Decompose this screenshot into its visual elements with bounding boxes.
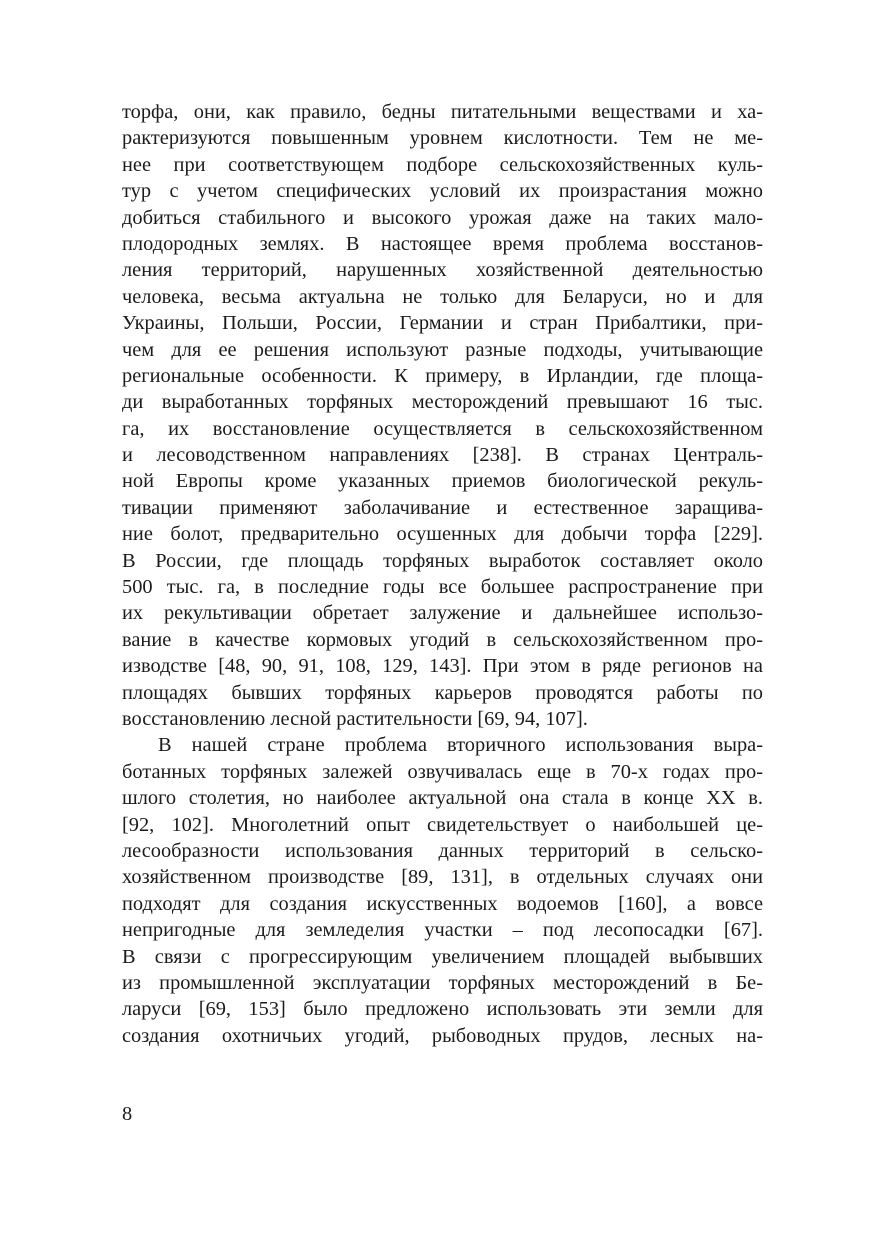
text-line: рактеризуются повышенным уровнем кислотности. Тем не ме- <box>122 127 763 150</box>
text-line: В связи с прогрессирующим увеличением площадей выбывших <box>122 945 763 968</box>
paragraph-1 <box>122 99 763 732</box>
text-line: добиться стабильного и высокого урожая даже на таких мало- <box>122 206 763 229</box>
text-line: из промышленной эксплуатации торфяных месторождений в Бе- <box>122 971 763 994</box>
text-line: лесообразности использования данных территорий в сельско- <box>122 839 763 862</box>
text-line: чем для ее решения используют разные подходы, учитывающие <box>122 338 763 361</box>
text-line: В нашей стране проблема вторичного использования выра- <box>158 734 763 757</box>
text-line: ной Европы кроме указанных приемов биологической рекуль- <box>122 470 763 493</box>
text-line: подходят для создания искусственных водоемов [160], а вовсе <box>122 892 763 915</box>
text-line: ления территорий, нарушенных хозяйственной деятельностью <box>122 259 763 282</box>
text-line: торфа, они, как правило, бедны питательными веществами и ха- <box>122 101 763 123</box>
text-line: хозяйственном производстве [89, 131], в отдельных случаях они <box>122 866 763 889</box>
text-line: В России, где площадь торфяных выработок составляет около <box>122 549 763 572</box>
text-line: [92, 102]. Многолетний опыт свидетельствует о наибольшей це- <box>122 813 763 836</box>
text-line: Украины, Польши, России, Германии и стран Прибалтики, при- <box>122 312 763 335</box>
text-line: ларуси [69, 153] было предложено использовать эти земли для <box>122 998 763 1021</box>
text-line: площадях бывших торфяных карьеров проводятся работы по <box>122 681 763 704</box>
text-line: ботанных торфяных залежей озвучивалась еще в 70-х годах про- <box>122 760 763 783</box>
text-line: восстановлению лесной растительности [69, 94, 107]. <box>122 707 588 730</box>
paragraph-2 <box>122 732 763 1049</box>
text-line: создания охотничьих угодий, рыбоводных прудов, лесных на- <box>122 1024 763 1047</box>
text-line: шлого столетия, но наиболее актуальной она стала в конце XX в. <box>122 787 763 810</box>
text-line: тивации применяют заболачивание и естественное заращива- <box>122 496 763 519</box>
text-line: человека, весьма актуальна не только для Беларуси, но и для <box>122 285 763 308</box>
text-line: плодородных землях. В настоящее время проблема восстанов- <box>122 232 763 255</box>
text-line: вание в качестве кормовых угодий в сельскохозяйственном про- <box>122 628 763 651</box>
text-line: 500 тыс. га, в последние годы все большее распространение при <box>122 576 763 599</box>
text-line: ние болот, предварительно осушенных для добычи торфа [229]. <box>122 523 763 546</box>
text-line: непригодные для земледелия участки – под лесопосадки [67]. <box>122 919 763 942</box>
text-line: тур с учетом специфических условий их произрастания можно <box>122 180 763 203</box>
text-line: региональные особенности. К примеру, в Ирландии, где площа- <box>122 364 763 387</box>
text-line: изводстве [48, 90, 91, 108, 129, 143]. При этом в ряде регионов на <box>122 655 763 678</box>
page-number: 8 <box>122 1103 133 1125</box>
text-line: их рекультивации обретает залужение и дальнейшее использо- <box>122 602 763 625</box>
text-line: га, их восстановление осуществляется в сельскохозяйственном <box>122 417 763 440</box>
text-line: и лесоводственном направлениях [238]. В странах Централь- <box>122 444 763 467</box>
body-text <box>122 99 763 1049</box>
text-line: нее при соответствующем подборе сельскохозяйственных куль- <box>122 153 763 176</box>
text-line: ди выработанных торфяных месторождений превышают 16 тыс. <box>122 391 763 414</box>
